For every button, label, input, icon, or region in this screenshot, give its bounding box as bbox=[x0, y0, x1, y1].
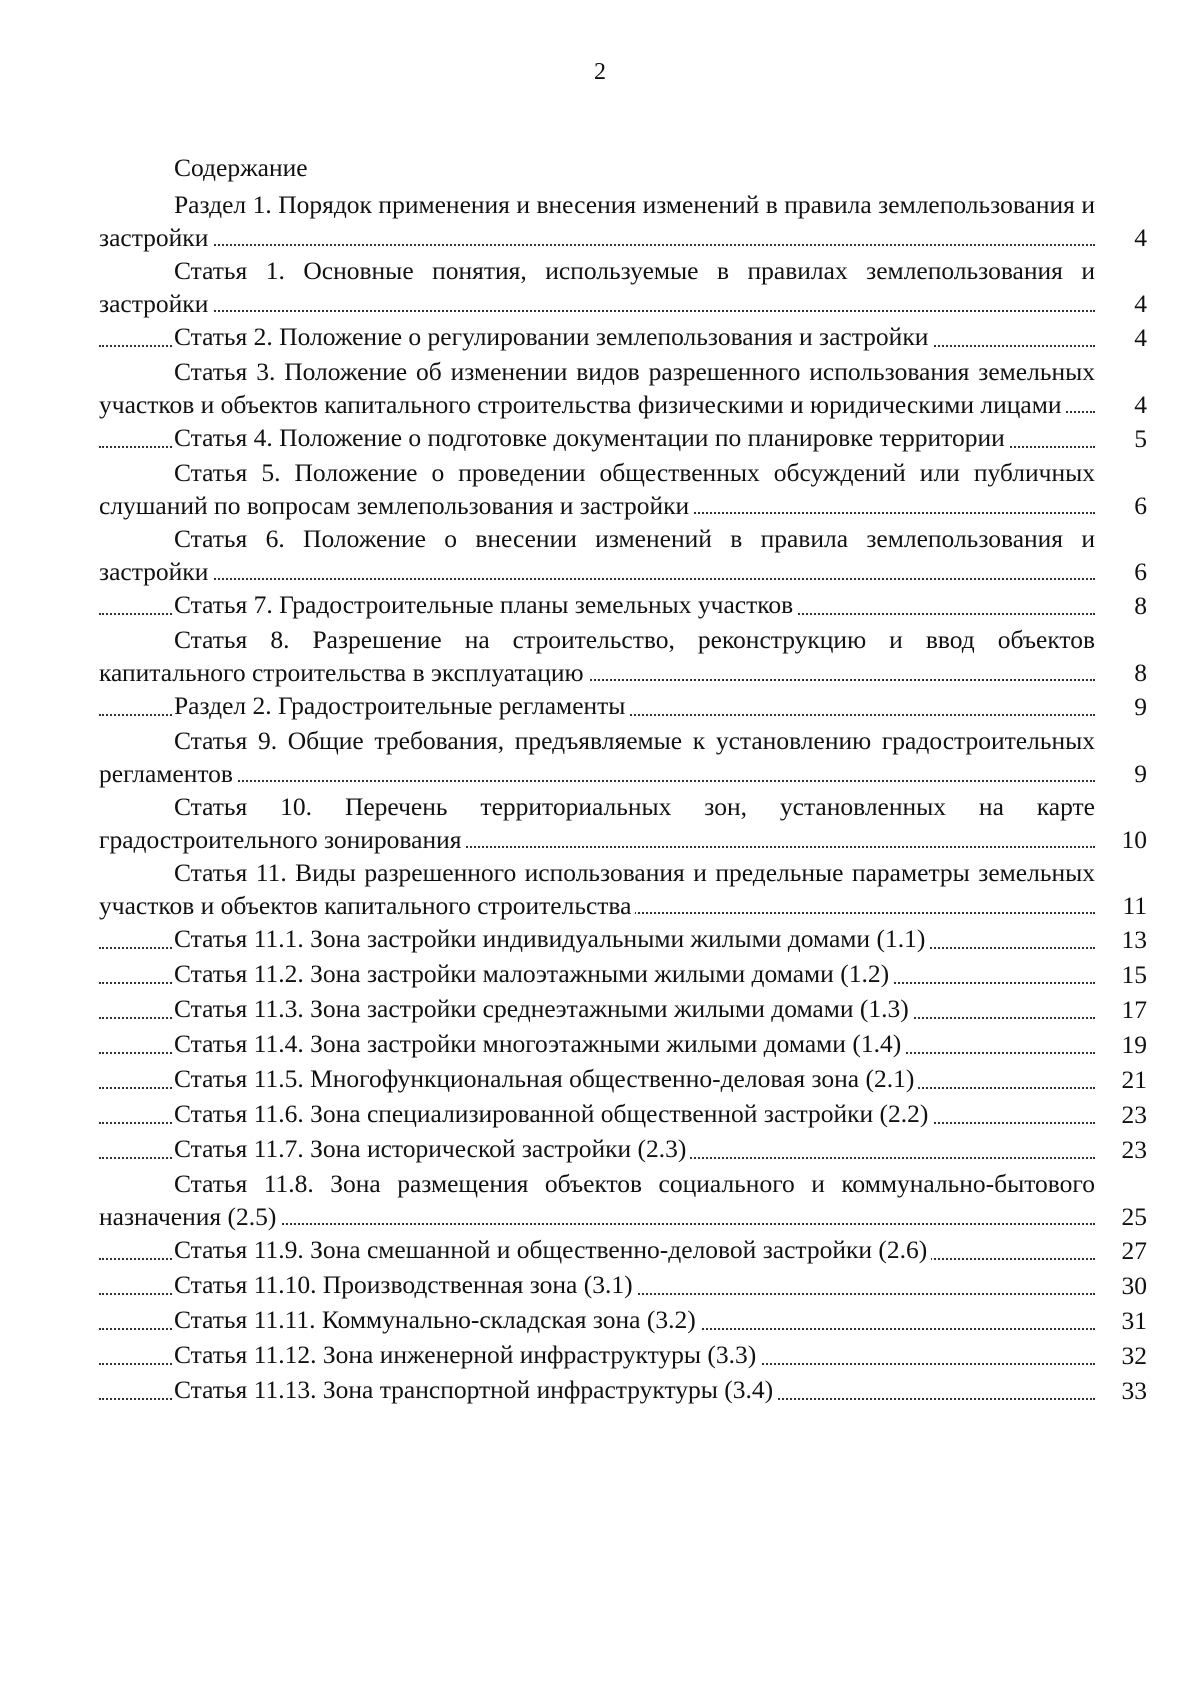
toc-entry-text: Статья 11.11. Коммунально-складская зона (3.2) bbox=[174, 1305, 700, 1334]
toc-title: Содержание bbox=[174, 153, 308, 182]
toc-entry-text: Статья 10. Перечень территориальных зон, установленных на карте градостроительного зонирования bbox=[99, 792, 1095, 854]
table-of-contents bbox=[99, 188, 1147, 1408]
toc-entry[interactable] bbox=[99, 922, 1147, 957]
toc-entry[interactable] bbox=[99, 992, 1147, 1027]
toc-entry-text: Статья 11.10. Производственная зона (3.1) bbox=[174, 1270, 637, 1299]
toc-entry-page: 10 bbox=[1097, 823, 1147, 856]
toc-entry-page: 27 bbox=[1097, 1234, 1147, 1268]
toc-entry[interactable] bbox=[99, 1027, 1147, 1062]
toc-entry[interactable] bbox=[99, 522, 1147, 588]
toc-entry[interactable] bbox=[99, 1338, 1147, 1373]
toc-entry[interactable] bbox=[99, 1233, 1147, 1268]
toc-entry-text: Статья 11.9. Зона смешанной и общественно-деловой застройки (2.6) bbox=[174, 1235, 931, 1264]
toc-entry-page: 15 bbox=[1097, 958, 1147, 992]
toc-entry-page: 4 bbox=[1097, 287, 1147, 320]
toc-entry-text: Статья 11.3. Зона застройки среднеэтажными жилыми домами (1.3) bbox=[174, 994, 913, 1023]
toc-entry-text: Статья 11.13. Зона транспортной инфраструктуры (3.4) bbox=[174, 1375, 777, 1404]
toc-entry[interactable] bbox=[99, 623, 1147, 689]
toc-entry-page: 21 bbox=[1097, 1063, 1147, 1097]
dot-leader bbox=[99, 578, 1095, 580]
toc-entry-page: 25 bbox=[1097, 1200, 1147, 1233]
toc-entry-text: Статья 11.1. Зона застройки индивидуальными жилыми домами (1.1) bbox=[174, 924, 929, 953]
toc-entry-text: Статья 11.8. Зона размещения объектов социального и коммунально-бытового назначения (2.5) bbox=[99, 1169, 1095, 1231]
toc-entry-text: Раздел 2. Градостроительные регламенты bbox=[174, 691, 629, 720]
toc-entry-page: 8 bbox=[1097, 656, 1147, 689]
toc-entry-text: Статья 3. Положение об изменении видов разрешенного использования земельных участков и объектов капитального строительства физическими и юридическими лицами bbox=[99, 357, 1095, 419]
toc-entry-text: Статья 4. Положение о подготовке документации по планировке территории bbox=[174, 423, 1009, 452]
toc-entry[interactable] bbox=[99, 188, 1147, 254]
toc-entry-page: 9 bbox=[1097, 690, 1147, 724]
toc-entry-page: 32 bbox=[1097, 1339, 1147, 1373]
toc-entry-text: Статья 8. Разрешение на строительство, реконструкцию и ввод объектов капитального строительства в эксплуатацию bbox=[99, 625, 1095, 687]
toc-entry-page: 4 bbox=[1097, 388, 1147, 421]
toc-entry[interactable] bbox=[99, 1167, 1147, 1233]
toc-entry[interactable] bbox=[99, 1373, 1147, 1408]
toc-entry[interactable] bbox=[99, 1132, 1147, 1167]
toc-entry-page: 30 bbox=[1097, 1269, 1147, 1303]
dot-leader bbox=[99, 780, 1095, 782]
toc-entry-text: Статья 11.7. Зона исторической застройки (2.3) bbox=[174, 1134, 690, 1163]
toc-entry[interactable] bbox=[99, 1062, 1147, 1097]
dot-leader bbox=[99, 244, 1095, 246]
page-number: 2 bbox=[594, 59, 606, 85]
toc-entry[interactable] bbox=[99, 421, 1147, 456]
toc-entry-page: 9 bbox=[1097, 757, 1147, 790]
toc-entry[interactable] bbox=[99, 790, 1147, 856]
toc-entry[interactable] bbox=[99, 588, 1147, 623]
toc-entry-text: Раздел 1. Порядок применения и внесения изменений в правила землепользования и застройки bbox=[99, 190, 1095, 252]
toc-entry[interactable] bbox=[99, 689, 1147, 724]
toc-entry-text: Статья 11.6. Зона специализированной общественной застройки (2.2) bbox=[174, 1099, 932, 1128]
toc-entry[interactable] bbox=[99, 320, 1147, 355]
toc-entry-page: 6 bbox=[1097, 489, 1147, 522]
toc-entry[interactable] bbox=[99, 957, 1147, 992]
toc-entry-text: Статья 11.5. Многофункциональная общественно-деловая зона (2.1) bbox=[174, 1064, 918, 1093]
toc-entry-page: 19 bbox=[1097, 1028, 1147, 1062]
toc-entry-page: 23 bbox=[1097, 1098, 1147, 1132]
toc-entry-text: Статья 11. Виды разрешенного использования и предельные параметры земельных участков и объектов капитального строительства bbox=[99, 858, 1095, 920]
toc-entry-page: 17 bbox=[1097, 993, 1147, 1027]
toc-entry-text: Статья 9. Общие требования, предъявляемые к установлению градостроительных регламентов bbox=[99, 726, 1095, 788]
toc-entry-page: 33 bbox=[1097, 1374, 1147, 1408]
toc-entry-page: 6 bbox=[1097, 555, 1147, 588]
toc-entry[interactable] bbox=[99, 1097, 1147, 1132]
dot-leader bbox=[99, 310, 1095, 312]
toc-entry-page: 23 bbox=[1097, 1133, 1147, 1167]
toc-entry-text: Статья 2. Положение о регулировании землепользования и застройки bbox=[174, 322, 932, 351]
toc-entry[interactable] bbox=[99, 1268, 1147, 1303]
toc-entry-page: 4 bbox=[1097, 221, 1147, 254]
toc-entry-text: Статья 1. Основные понятия, используемые в правилах землепользования и застройки bbox=[99, 256, 1095, 318]
toc-entry-page: 31 bbox=[1097, 1304, 1147, 1338]
toc-entry[interactable] bbox=[99, 856, 1147, 922]
toc-entry[interactable] bbox=[99, 724, 1147, 790]
toc-entry[interactable] bbox=[99, 1303, 1147, 1338]
toc-entry[interactable] bbox=[99, 254, 1147, 320]
toc-entry[interactable] bbox=[99, 456, 1147, 522]
toc-entry-page: 13 bbox=[1097, 923, 1147, 957]
toc-entry-text: Статья 11.4. Зона застройки многоэтажными жилыми домами (1.4) bbox=[174, 1029, 905, 1058]
toc-entry-text: Статья 11.2. Зона застройки малоэтажными жилыми домами (1.2) bbox=[174, 959, 893, 988]
toc-entry-page: 5 bbox=[1097, 422, 1147, 456]
toc-entry[interactable] bbox=[99, 355, 1147, 421]
toc-entry-text: Статья 6. Положение о внесении изменений в правила землепользования и застройки bbox=[99, 524, 1095, 586]
toc-entry-page: 4 bbox=[1097, 321, 1147, 355]
toc-entry-text: Статья 5. Положение о проведении общественных обсуждений или публичных слушаний по вопросам землепользования и застройки bbox=[99, 458, 1095, 520]
toc-entry-page: 8 bbox=[1097, 589, 1147, 623]
toc-entry-text: Статья 11.12. Зона инженерной инфраструктуры (3.3) bbox=[174, 1340, 760, 1369]
toc-entry-page: 11 bbox=[1097, 889, 1147, 922]
toc-entry-text: Статья 7. Градостроительные планы земельных участков bbox=[174, 590, 797, 619]
